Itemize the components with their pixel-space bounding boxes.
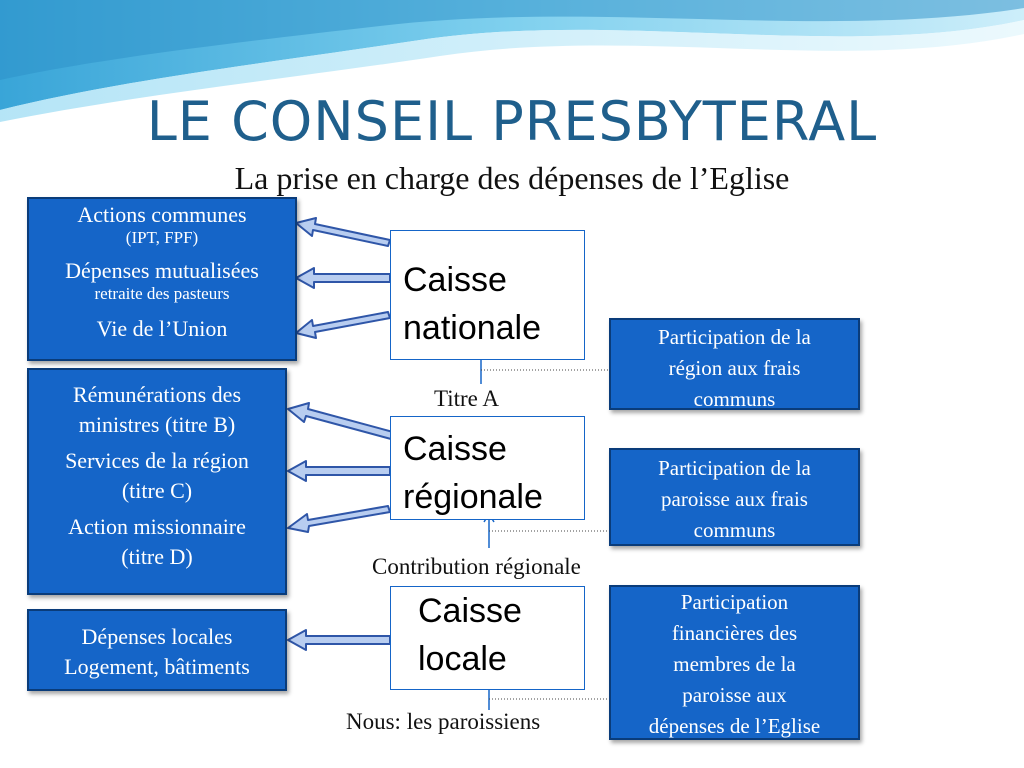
arrow-to-actions-communes: [296, 218, 390, 246]
page-subtitle: La prise en charge des dépenses de l’Eglise: [234, 160, 790, 196]
membres-participation-line2: financières des: [671, 621, 798, 645]
membres-participation-box: [609, 585, 860, 740]
arrow-to-depenses-mutualisees: [296, 268, 390, 288]
regional-expenses-box: [27, 368, 287, 595]
logement-batiments-label: Logement, bâtiments: [64, 654, 250, 679]
paroisse-participation-box: [609, 448, 860, 546]
caisse-locale-box: [390, 586, 585, 690]
arrow-to-vie-union: [296, 312, 390, 338]
membres-participation-line4: paroisse aux: [682, 683, 787, 707]
actions-communes-label: Actions communes: [77, 202, 247, 227]
arrow-to-remunerations: [288, 403, 393, 439]
depenses-locales-label: Dépenses locales: [81, 624, 233, 649]
depenses-mutualisees-label: Dépenses mutualisées: [65, 258, 259, 283]
local-expenses-box: [27, 609, 287, 691]
remunerations-label: Rémunérations des: [72, 382, 242, 407]
titre-a-label: Titre A: [434, 386, 499, 411]
caisse-locale-line2: locale: [418, 640, 507, 678]
caisse-regionale-line2: régionale: [403, 478, 543, 516]
caisse-nationale-line2: nationale: [403, 309, 542, 347]
titre-c-label: (titre C): [121, 478, 193, 503]
region-participation-line3: communs: [693, 387, 776, 411]
arrow-to-services-region: [288, 461, 390, 481]
ministres-titre-b-label: ministres (titre B): [78, 412, 236, 437]
ipt-fpf-label: (IPT, FPF): [125, 228, 199, 247]
region-participation-box: [609, 318, 860, 410]
caisse-nationale-box: [390, 230, 585, 360]
caisse-nationale-line1: Caisse: [403, 261, 507, 299]
national-expenses-box: [27, 197, 297, 361]
caisse-locale-line1: Caisse: [418, 592, 522, 630]
membres-participation-line1: Participation: [680, 590, 789, 614]
retraite-pasteurs-label: retraite des pasteurs: [94, 284, 230, 303]
arrow-to-depenses-locales: [288, 630, 390, 650]
page-title: LE CONSEIL PRESBYTERAL: [146, 90, 878, 153]
vie-union-label: Vie de l’Union: [96, 316, 228, 341]
region-participation-line2: région aux frais: [668, 356, 801, 380]
paroisse-participation-line3: communs: [693, 518, 776, 542]
membres-participation-line3: membres de la: [673, 652, 796, 676]
titre-d-label: (titre D): [121, 544, 193, 569]
membres-participation-line5: dépenses de l’Eglise: [648, 714, 821, 738]
region-participation-line1: Participation de la: [658, 325, 811, 349]
caisse-regionale-line1: Caisse: [403, 430, 507, 468]
paroisse-participation-line1: Participation de la: [658, 456, 811, 480]
action-missionnaire-label: Action missionnaire: [68, 514, 246, 539]
contribution-regionale-label: Contribution régionale: [372, 554, 581, 579]
services-region-label: Services de la région: [65, 448, 249, 473]
arrow-to-action-missionnaire: [288, 506, 390, 532]
paroissiens-label: Nous: les paroissiens: [346, 709, 541, 734]
caisse-regionale-box: [390, 416, 585, 520]
paroisse-participation-line2: paroisse aux frais: [661, 487, 808, 511]
